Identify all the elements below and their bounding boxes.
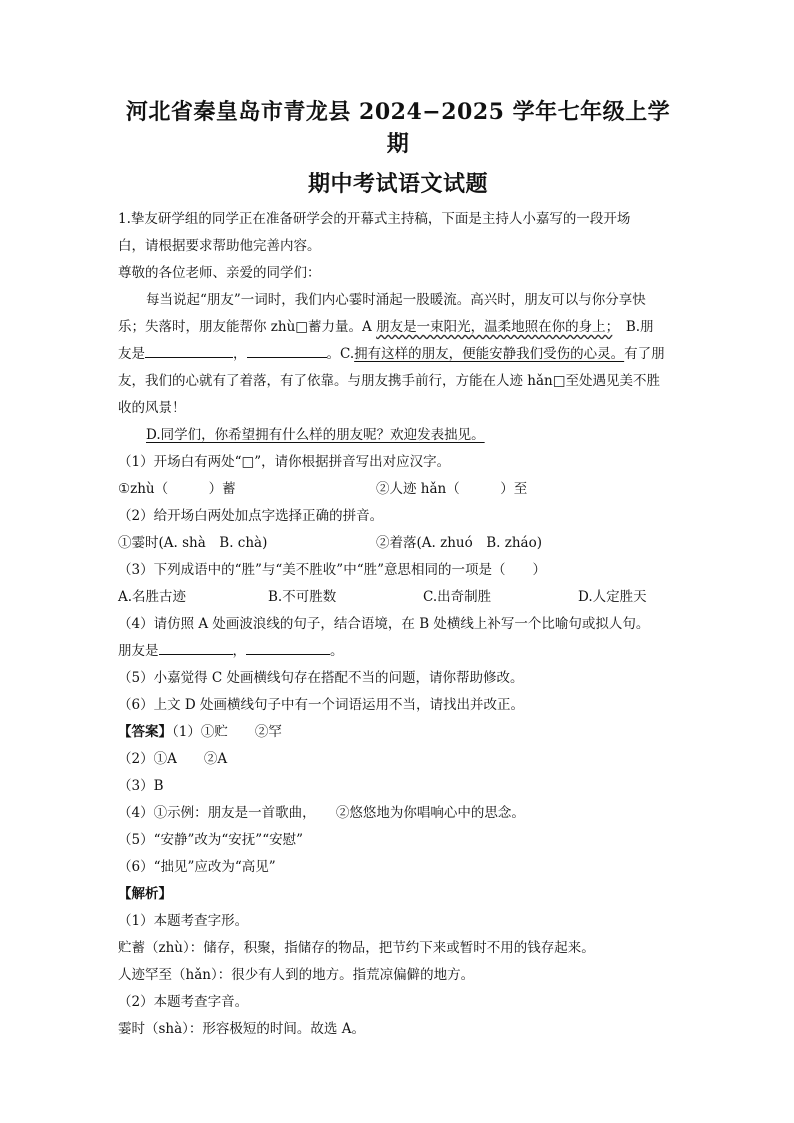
analysis-line3: 人迹罕至（hǎn）：很少有人到的地方。指荒凉偏僻的地方。 [118,967,475,983]
passage-line6 [118,422,678,449]
document-page [118,96,678,1043]
analysis-line2: 贮蓄（zhù）：储存，积聚，指储存的物品，把节约下来或暂时不用的钱存起来。 [118,940,595,956]
subquestion-3: （3）下列成语中的“胜”与“美不胜收”中“胜”意思相同的一项是（ ） [118,562,546,578]
answer-line1 [118,719,678,746]
subquestion-5: （5）小嘉觉得 C 处画横线句存在搭配不当的问题，请你帮助修改。 [118,670,524,686]
subquestion-2-options [118,530,678,557]
subquestion-1-item-b: ②人迹 hǎn（ ）至 [376,481,528,497]
answer-4: （4）①示例：朋友是一首歌曲， ②悠悠地为你唱响心中的思念。 [118,805,525,821]
option-d: D.人定胜天 [578,589,647,605]
greeting: 尊敬的各位老师、亲爱的同学们： [118,265,321,281]
passage-line5: 收的风景！ [118,400,186,416]
underlined-sentence-d: D.同学们，你希望拥有什么样的朋友呢？欢迎发表拙见。 [146,427,485,443]
answer-3: （3）B [118,778,164,794]
option-b: B.不可胜数 [268,589,337,605]
passage-line4: 友，我们的心就有了着落，有了依靠。与朋友携手前行，方能在人迹 hǎn□至处遇见美不胜 [118,373,660,389]
subquestion-1-item-a: ①zhù（ ）蓄 [118,481,236,497]
passage-text: 乐；失落时，朋友能帮你 zhù□蓄力量。A [118,319,377,335]
subquestion-2-item-a: ①霎时(A. shà B. chà) [118,535,268,551]
subquestion-4-fill [118,638,678,665]
fill-prefix: 朋友是 [118,643,159,659]
fill-blank-1 [159,638,233,655]
analysis-line5: 霎时（shà）：形容极短的时间。故选 A。 [118,1021,365,1037]
answer-label: 【答案】 [118,724,172,740]
option-a: A.名胜古迹 [118,589,187,605]
fill-separator: ， [232,643,246,659]
passage-line1: 每当说起“朋友”一词时，我们内心霎时涌起一股暖流。高兴时，朋友可以与你分享快 [146,292,646,308]
passage-text: ， [233,346,247,362]
subquestion-1: （1）开场白有两处“□”，请你根据拼音写出对应汉字。 [118,454,451,470]
subquestion-4: （4）请仿照 A 处画波浪线的句子，结合语境，在 B 处横线上补写一个比喻句或拟人句。 [118,616,650,632]
analysis-label: 【解析】 [118,886,172,902]
subquestion-2: （2）给开场白两处加点字选择正确的拼音。 [118,508,384,524]
passage-line2 [118,314,678,341]
analysis-line1: （1）本题考查字形。 [118,913,249,929]
doc-title-line1: 河北省秦皇岛市青龙县 2024−2025 学年七年级上学期 [125,99,671,157]
passage-text: 。C. [326,346,355,362]
passage-text: B.朋 [612,319,654,335]
subquestion-1-blanks [118,476,678,503]
passage-text: 友是 [118,346,145,362]
analysis-line4: （2）本题考查字音。 [118,994,249,1010]
question-intro-line1: 1.挚友研学组的同学正在准备研学会的开幕式主持稿，下面是主持人小嘉写的一段开场 [118,211,631,227]
fill-end: 。 [330,643,344,659]
subquestion-3-options [118,584,678,611]
subquestion-6: （6）上文 D 处画横线句子中有一个词语运用不当，请找出并改正。 [118,697,524,713]
answer-1: （1）①贮 ②罕 [172,724,282,740]
fill-blank-2 [246,638,330,655]
passage-line3 [118,341,678,368]
underlined-sentence-c: 拥有这样的朋友，便能安静我们受伤的心灵。 [354,346,625,362]
answer-2: （2）①A ②A [118,751,228,767]
doc-title-line2: 期中考试语文试题 [307,171,488,197]
answer-5: （5）“安静”改为“安抚”“安慰” [118,832,303,848]
fill-blank-b2 [247,341,327,358]
answer-6: （6）“拙见”应改为“高见” [118,859,276,875]
question-intro-line2: 白，请根据要求帮助他完善内容。 [118,238,321,254]
wavy-underlined-sentence-a: 朋友是一束阳光，温柔地照在你的身上； [376,319,613,335]
option-c: C.出奇制胜 [423,589,492,605]
subquestion-2-item-b: ②着落(A. zhuó B. zháo) [376,535,542,551]
passage-text: 有了朋 [624,346,665,362]
fill-blank-b1 [145,341,233,358]
